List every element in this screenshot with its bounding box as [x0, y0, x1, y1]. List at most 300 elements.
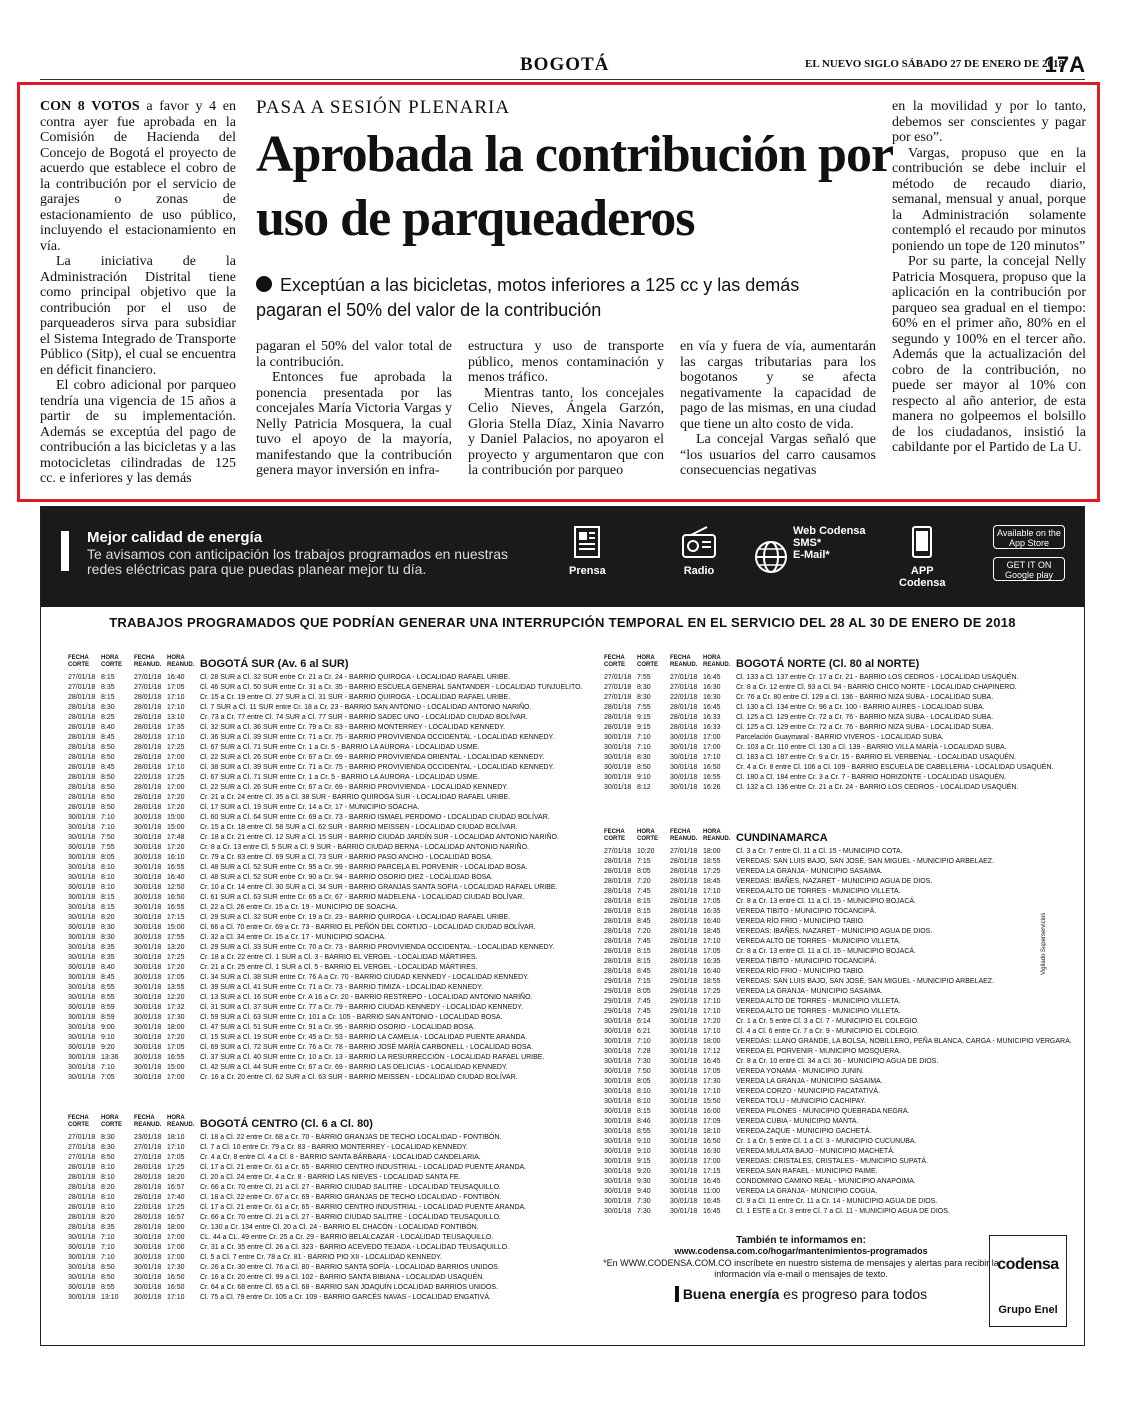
- table-row: [68, 683, 583, 693]
- location-cell: Cr. 8 a Cr. 13 entre Cl. 11 a Cl. 15 - MUNICIPIO BOJACÁ.: [736, 948, 916, 955]
- table-cell: 22/01/18: [670, 694, 698, 701]
- table-cell: 8:50: [101, 1154, 115, 1161]
- channel-web: [753, 525, 866, 561]
- table-cell: 30/01/18: [670, 1118, 698, 1125]
- table-cell: 16:50: [167, 1274, 185, 1281]
- location-cell: Cl. 29 SUR a Cl. 32 SUR entre Cr. 19 a Cr. 23 - BARRIO QUIROGA - LOCALIDAD RAFAEL URIBE.: [200, 914, 511, 921]
- table-cell: 30/01/18: [68, 934, 96, 941]
- footer-note: *En WWW.CODENSA.COM.CO inscríbete en nuestro sistema de mensajes y alertas para recibir la información vía e-mail o mensajes de texto.: [603, 1258, 999, 1279]
- table-cell: 17:09: [703, 1118, 721, 1125]
- table-cell: 28/01/18: [134, 1184, 162, 1191]
- table-cell: 17:20: [167, 1034, 185, 1041]
- location-cell: VEREDA LA GRANJA - MUNICIPIO SASAIMA.: [736, 868, 883, 875]
- table-cell: 30/01/18: [134, 974, 162, 981]
- table-cell: 28/01/18: [68, 804, 96, 811]
- table-row: [604, 763, 1074, 773]
- table-cell: 18:00: [703, 1038, 721, 1045]
- slogan-rest: es progreso para todos: [779, 1286, 928, 1302]
- table-cell: 16:40: [167, 874, 185, 881]
- table-cell: 16:40: [703, 918, 721, 925]
- column-header: FECHA CORTE: [604, 829, 625, 842]
- location-cell: VEREDA PILONES - MUNICIPIO QUEBRADA NEGRA.: [736, 1108, 910, 1115]
- table-cell: 8:45: [637, 968, 651, 975]
- table-cell: 7:10: [101, 824, 115, 831]
- column-header: FECHA REANUD.: [134, 1115, 162, 1128]
- table-cell: 8:50: [101, 754, 115, 761]
- table-cell: 8:10: [637, 1088, 651, 1095]
- table-cell: 30/01/18: [68, 834, 96, 841]
- table-row: [604, 1057, 984, 1067]
- table-cell: 12:20: [167, 994, 185, 1001]
- table-cell: 30/01/18: [670, 1108, 698, 1115]
- table-cell: 28/01/18: [670, 928, 698, 935]
- table-cell: 27/01/18: [134, 1154, 162, 1161]
- table-cell: 8:55: [101, 984, 115, 991]
- table-row: [68, 923, 568, 933]
- table-cell: 27/01/18: [68, 1154, 96, 1161]
- table-cell: 8:12: [637, 784, 651, 791]
- table-cell: 8:35: [101, 1224, 115, 1231]
- article-paragraph: Mientras tanto, los concejales Celio Nieves, Ángela Garzón, Gloria Stella Díaz, Xinia Navarro y Daniel Palacios, no apoyaron el proyecto y argumentaron que con la contribución por parqueo: [468, 385, 664, 478]
- table-row: [604, 1087, 984, 1097]
- table-cell: 9:10: [101, 1034, 115, 1041]
- table-cell: 9:00: [101, 1024, 115, 1031]
- table-cell: 16:50: [703, 764, 721, 771]
- table-cell: 28/01/18: [604, 968, 632, 975]
- table-cell: 17:30: [703, 1078, 721, 1085]
- table-cell: 12:50: [167, 884, 185, 891]
- table-cell: 30/01/18: [604, 1038, 632, 1045]
- table-cell: 8:15: [101, 904, 115, 911]
- table-row: [68, 1153, 568, 1163]
- table-row: [68, 833, 568, 843]
- location-cell: Cl. 32 a Cl. 34 entre Cr. 15 a Cr. 17 - MUNICIPIO SOACHA.: [200, 934, 386, 941]
- table-cell: 17:25: [167, 774, 185, 781]
- table-cell: 30/01/18: [68, 1284, 96, 1291]
- table-row: [68, 1213, 568, 1223]
- location-cell: Cl. 4 a Cl. 6 entre Cr. 7 a Cr. 9 - MUNICIPIO EL COLEGIO.: [736, 1028, 919, 1035]
- article-paragraph: Entonces fue aprobada la ponencia presentada por las concejales María Victoria Vargas y Nelly Patricia Mosquera, la cual tuvo el apoyo de la mayoría, manifestando que la contribución genera mayor inversión en infra-: [256, 370, 452, 478]
- table-cell: 17:48: [167, 834, 185, 841]
- location-cell: Cl. 69 SUR a Cl. 72 SUR entre Cr. 76 a Cr. 78 - BARRIO JOSÉ MARÍA CARBONELL - LOCALIDAD BOSA.: [200, 1044, 534, 1051]
- deck-text: Exceptúan a las bicicletas, motos inferiores a 125 cc y las demás pagaran el 50% del valor de la contribución: [256, 275, 800, 320]
- table-row: [68, 1183, 568, 1193]
- table-row: [604, 907, 984, 917]
- table-cell: 17:10: [703, 754, 721, 761]
- table-row: [68, 933, 568, 943]
- table-cell: 28/01/18: [604, 938, 632, 945]
- location-cell: Cr. 8 a Cr. 12 entre Cl. 93 a Cl. 94 - BARRIO CHICO NORTE - LOCALIDAD CHAPINERO.: [736, 684, 1017, 691]
- location-cell: VEREDA ALTO DE TORRES - MUNICIPIO VILLETA.: [736, 938, 901, 945]
- article-col-4: [680, 339, 876, 479]
- table-cell: 8:45: [101, 974, 115, 981]
- table-cell: 15:00: [167, 924, 185, 931]
- table-cell: 30/01/18: [68, 1074, 96, 1081]
- table-cell: 28/01/18: [134, 754, 162, 761]
- table-cell: 23/01/18: [134, 1134, 162, 1141]
- table-cell: 28/01/18: [134, 704, 162, 711]
- table-cell: 30/01/18: [134, 1024, 162, 1031]
- column-header: HORA REANUD.: [703, 829, 731, 842]
- article-paragraph: [40, 99, 236, 254]
- table-cell: 30/01/18: [604, 784, 632, 791]
- article-paragraph: La iniciativa de la Administración Distrital tiene como principal objetivo que la contribución por el uso de parqueaderos sirva para subsidiar el Sistema Integrado de Transporte Público (Sitp), el cual se encuentra en déficit financiero.: [40, 254, 236, 378]
- table-cell: 7:30: [637, 1058, 651, 1065]
- table-cell: 17:20: [703, 1018, 721, 1025]
- table-cell: 28/01/18: [134, 804, 162, 811]
- table-row: [68, 993, 568, 1003]
- table-row: [68, 803, 568, 813]
- location-cell: Cl. 59 SUR a Cl. 63 SUR entre Cr. 101 a Cr. 105 - BARRIO SAN ANTONIO - LOCALIDAD BOSA.: [200, 1014, 503, 1021]
- location-cell: Cl. 29 SUR a Cl. 33 SUR entre Cr. 70 a Cr. 73 - BARRIO PROVIVIENDA OCCIDENTAL - LOCALIDAD KENNEDY.: [200, 944, 555, 951]
- location-cell: Cl. 3 a Cr. 7 entre Cl. 11 a Cl. 15 - MUNICIPIO COTA.: [736, 848, 903, 855]
- table-cell: 8:15: [101, 694, 115, 701]
- table-cell: 16:33: [703, 714, 721, 721]
- table-row: [604, 1067, 984, 1077]
- location-cell: VEREDA ZAQUE - MUNICIPIO GACHETÁ.: [736, 1128, 872, 1135]
- table-row: [68, 953, 568, 963]
- banner-bar: [61, 531, 69, 571]
- table-cell: 28/01/18: [134, 744, 162, 751]
- table-cell: 17:30: [167, 1014, 185, 1021]
- table-cell: 7:10: [637, 734, 651, 741]
- table-cell: 30/01/18: [604, 1198, 632, 1205]
- table-cell: 17:20: [167, 804, 185, 811]
- table-cell: 16:26: [703, 784, 721, 791]
- table-cell: 28/01/18: [68, 774, 96, 781]
- location-cell: Cl. 22 SUR a Cl. 26 SUR entre Cr. 67 a Cr. 69 - BARRIO PROVIVIENDA ORIENTAL - LOCALIDAD KENNEDY.: [200, 754, 545, 761]
- zone-title: CUNDINAMARCA: [736, 832, 828, 844]
- table-cell: 7:55: [637, 704, 651, 711]
- deck: [256, 273, 866, 323]
- table-cell: 30/01/18: [134, 844, 162, 851]
- table-cell: 30/01/18: [670, 784, 698, 791]
- table-row: [68, 903, 568, 913]
- table-cell: 7:55: [101, 844, 115, 851]
- table-cell: 30/01/18: [670, 1098, 698, 1105]
- table-cell: 30/01/18: [134, 1254, 162, 1261]
- table-cell: 9:20: [637, 1168, 651, 1175]
- table-cell: 8:50: [101, 1274, 115, 1281]
- table-row: [68, 823, 568, 833]
- table-row: [68, 1053, 568, 1063]
- table-cell: 30/01/18: [134, 1044, 162, 1051]
- table-cell: 28/01/18: [68, 1194, 96, 1201]
- table-cell: 30/01/18: [604, 1188, 632, 1195]
- table-cell: 17:00: [167, 1074, 185, 1081]
- logo-group: Grupo Enel: [998, 1304, 1058, 1316]
- table-cell: 30/01/18: [134, 874, 162, 881]
- table-cell: 29/01/18: [604, 998, 632, 1005]
- table-cell: 8:10: [101, 884, 115, 891]
- table-cell: 28/01/18: [604, 918, 632, 925]
- table-cell: 27/01/18: [670, 674, 698, 681]
- location-cell: Cl. 13 SUR a Cl. 16 SUR entre Cr. A 16 a Cr. 20 - BARRIO RESTREPO - LOCALIDAD ANTONIO NARIÑO.: [200, 994, 533, 1001]
- location-cell: VEREDAS: SAN LUIS BAJO, SAN JOSÉ, SAN MIGUEL - MUNICIPIO ARBELAEZ.: [736, 978, 995, 985]
- article-paragraph: en vía y fuera de vía, aumentarán las cargas tributarias para los bogotanos y se afecta negativamente la capacidad de pago de las mismas, en una ciudad que tiene un alto costo de vida.: [680, 339, 876, 432]
- codensa-ad: [40, 506, 1085, 1346]
- table-cell: 28/01/18: [604, 948, 632, 955]
- table-row: [604, 773, 1074, 783]
- table-cell: 18:45: [703, 878, 721, 885]
- table-cell: 30/01/18: [134, 1234, 162, 1241]
- location-cell: Cl. 18 a Cl. 22 entre Cr. 67 a Cr. 69 - BARRIO GRANJAS DE TECHO LOCALIDAD - FONTIBÓN.: [200, 1194, 502, 1201]
- table-cell: 18:10: [167, 1134, 185, 1141]
- location-cell: VEREDA TOLU - MUNICIPIO CACHIPAY.: [736, 1098, 866, 1105]
- table-cell: 28/01/18: [68, 694, 96, 701]
- app-store-badge[interactable]: Available on the App Store: [993, 525, 1065, 549]
- table-cell: 8:20: [101, 1214, 115, 1221]
- table-cell: 30/01/18: [604, 1018, 632, 1025]
- table-cell: 16:45: [703, 1058, 721, 1065]
- location-cell: Cr. 66 a Cr. 70 entre Cl. 21 a Cl. 27 - BARRIO CIUDAD SALITRE - LOCALIDAD TEUSAQUILLO.: [200, 1214, 501, 1221]
- table-cell: 13:10: [101, 1294, 119, 1301]
- location-cell: Cr. 64 a Cr. 68 entre Cl. 65 a Cl. 68 - BARRIO SAN JOAQUÍN LOCALIDAD BARRIOS UNIDOS.: [200, 1284, 498, 1291]
- location-cell: Cl. 130 a Cl. 134 entre Cr. 96 a Cr. 100 - BARRIO AURES - LOCALIDAD SUBA.: [736, 704, 985, 711]
- table-row: [604, 1037, 1072, 1047]
- table-cell: 27/01/18: [134, 684, 162, 691]
- table-row: [604, 1197, 984, 1207]
- table-row: [604, 733, 1074, 743]
- table-cell: 8:50: [101, 804, 115, 811]
- location-cell: Cl. 7 a Cl. 10 entre Cr. 79 a Cr. 83 - BARRIO MONTERREY - LOCALIDAD KENNEDY.: [200, 1144, 468, 1151]
- table-cell: 28/01/18: [134, 1214, 162, 1221]
- schedule-table-norte: [604, 647, 1074, 793]
- location-cell: Cl. 17 a Cl. 21 entre Cr. 61 a Cr. 65 - BARRIO CENTRO INDUSTRIAL - LOCALIDAD PUENTE ARANDA.: [200, 1164, 527, 1171]
- table-row: [68, 1253, 568, 1263]
- table-cell: 29/01/18: [604, 988, 632, 995]
- table-cell: 28/01/18: [134, 694, 162, 701]
- table-cell: 28/01/18: [604, 958, 632, 965]
- table-cell: 30/01/18: [134, 1054, 162, 1061]
- table-cell: 27/01/18: [68, 1134, 96, 1141]
- table-cell: 29/01/18: [670, 978, 698, 985]
- table-cell: 17:25: [703, 988, 721, 995]
- table-cell: 30/01/18: [68, 904, 96, 911]
- table-cell: 30/01/18: [134, 914, 162, 921]
- table-row: [604, 673, 1074, 683]
- table-cell: 17:25: [167, 1204, 185, 1211]
- table-row: [604, 857, 995, 867]
- table-cell: 8:20: [101, 1184, 115, 1191]
- table-cell: 9:30: [637, 1178, 651, 1185]
- table-cell: 28/01/18: [670, 724, 698, 731]
- table-cell: 30/01/18: [134, 1074, 162, 1081]
- location-cell: VEREDA EL PORVENIR - MUNICIPIO MOSQUERA.: [736, 1048, 901, 1055]
- table-cell: 7:45: [637, 998, 651, 1005]
- table-cell: 16:33: [703, 724, 721, 731]
- table-cell: 30/01/18: [670, 1188, 698, 1195]
- location-cell: Cr. 8 a Cr. 10 entre Cl. 34 a Cl. 36 - MUNICIPIO AGUA DE DIOS.: [736, 1058, 939, 1065]
- table-cell: 28/01/18: [134, 794, 162, 801]
- table-cell: 30/01/18: [670, 1148, 698, 1155]
- table-cell: 17:10: [703, 888, 721, 895]
- table-row: [604, 917, 984, 927]
- table-cell: 28/01/18: [670, 714, 698, 721]
- table-cell: 30/01/18: [68, 1034, 96, 1041]
- column-header: HORA CORTE: [637, 829, 658, 842]
- globe-icon: [753, 539, 789, 575]
- table-cell: 17:12: [703, 1048, 721, 1055]
- location-cell: Cl. 38 SUR a Cl. 39 SUR entre Cr. 71 a Cr. 75 - BARRIO PROVIVIENDA OCCIDENTAL - LOCALIDAD KENNEDY.: [200, 764, 555, 771]
- table-cell: 30/01/18: [134, 1284, 162, 1291]
- table-cell: 16:50: [167, 1284, 185, 1291]
- table-cell: 8:10: [101, 1194, 115, 1201]
- table-cell: 18:45: [703, 928, 721, 935]
- location-cell: Cl. 36 SUR a Cl. 39 SUR entre Cr. 71 a Cr. 75 - BARRIO PROVIVIENDA OCCIDENTAL - LOCALIDAD KENNEDY.: [200, 734, 555, 741]
- table-row: [68, 1173, 568, 1183]
- table-row: [68, 703, 568, 713]
- column-header: HORA REANUD.: [167, 1115, 195, 1128]
- table-cell: 29/01/18: [670, 988, 698, 995]
- schedule-title: TRABAJOS PROGRAMADOS QUE PODRÍAN GENERAR UNA INTERRUPCIÓN TEMPORAL EN EL SERVICIO DEL 28 AL 30 DE ENERO DE 2018: [109, 615, 1016, 630]
- table-cell: 17:10: [703, 938, 721, 945]
- table-row: [68, 1203, 568, 1213]
- table-cell: 18:00: [167, 1224, 185, 1231]
- table-cell: 28/01/18: [604, 888, 632, 895]
- table-cell: 30/01/18: [670, 754, 698, 761]
- location-cell: CL. 44 a CL. 49 entre Cr. 25 a Cr. 29 - BARRIO BELALCAZAR - LOCALIDAD TEUSAQUILLO.: [200, 1234, 494, 1241]
- table-cell: 28/01/18: [134, 1194, 162, 1201]
- channel-label: Web Codensa: [793, 525, 866, 537]
- channel-prensa: [569, 525, 606, 577]
- location-cell: Cl. 22 a Cl. 26 entre Cr. 15 a Cr. 19 - MUNICIPIO DE SOACHA.: [200, 904, 398, 911]
- location-cell: Cl. 66 a Cl. 70 entre Cr. 69 a Cr. 73 - BARRIO EL PEÑÓN DEL CORTIJO - LOCALIDAD CIUDAD BOLÍVAR.: [200, 924, 536, 931]
- table-cell: 8:40: [101, 964, 115, 971]
- table-cell: 28/01/18: [604, 858, 632, 865]
- table-cell: 27/01/18: [134, 1144, 162, 1151]
- table-row: [68, 1283, 568, 1293]
- table-cell: 30/01/18: [68, 824, 96, 831]
- table-row: [604, 1107, 984, 1117]
- table-cell: 16:55: [167, 904, 185, 911]
- table-cell: 30/01/18: [670, 1178, 698, 1185]
- location-cell: Cr. 4 a Cr. 8 entre Cl. 106 a Cl. 109 - BARRIO ESCUELA DE CABELLERIA - LOCALIDAD USAQUÉN.: [736, 764, 1054, 771]
- location-cell: Cr. 130 a Cr. 134 entre Cl. 20 a Cl. 24 - BARRIO EL CHACÓN - LOCALIDAD FONTIBÓN.: [200, 1224, 479, 1231]
- location-cell: Cl. 20 a Cl. 24 entre Cr. 4 a Cr. 8 - BARRIO LAS NIEVES - LOCALIDAD SANTA FE.: [200, 1174, 461, 1181]
- table-cell: 16:45: [703, 1178, 721, 1185]
- table-cell: 8:50: [101, 784, 115, 791]
- table-cell: 30/01/18: [604, 744, 632, 751]
- location-cell: VEREDA CORZO - MUNICIPIO FACATATIVÁ.: [736, 1088, 880, 1095]
- table-cell: 28/01/18: [670, 918, 698, 925]
- table-cell: 16:30: [703, 684, 721, 691]
- schedule-table-sur: [68, 647, 583, 1083]
- channel-label: E-Mail*: [793, 549, 830, 561]
- table-row: [604, 693, 1074, 703]
- column-header: FECHA REANUD.: [670, 829, 698, 842]
- table-cell: 30/01/18: [68, 894, 96, 901]
- location-cell: Cl. 183 a Cl. 187 entre Cr. 9 a Cr. 15 - BARRIO EL VERBENAL - LOCALIDAD USAQUÉN.: [736, 754, 1016, 761]
- article-col-2: [256, 339, 452, 479]
- table-cell: 8:45: [637, 918, 651, 925]
- table-cell: 16:45: [703, 1208, 721, 1215]
- location-cell: Cr. 16 a Cr. 20 entre Cl. 99 a Cl. 102 - BARRIO SANTA BIBIANA - LOCALIDAD USAQUÉN.: [200, 1274, 485, 1281]
- table-cell: 30/01/18: [134, 814, 162, 821]
- location-cell: Cl. 61 SUR a Cl. 63 SUR entre Cr. 65 a Cr. 67 - BARRIO MADELENA - LOCALIDAD CIUDAD BOLÍVAR.: [200, 894, 525, 901]
- table-cell: 7:50: [101, 834, 115, 841]
- table-row: [68, 943, 568, 953]
- location-cell: Cl. 31 SUR a Cl. 37 SUR entre Cr. 77 a Cr. 79 - BARRIO CIUDAD KENNEDY - LOCALIDAD KENNEDY.: [200, 1004, 524, 1011]
- table-cell: 7:30: [637, 1208, 651, 1215]
- table-cell: 16:30: [703, 694, 721, 701]
- table-cell: 17:32: [167, 1004, 185, 1011]
- table-row: [68, 873, 568, 883]
- table-row: [68, 723, 568, 733]
- table-cell: 30/01/18: [604, 1178, 632, 1185]
- table-cell: 30/01/18: [68, 1234, 96, 1241]
- table-cell: 9:10: [637, 1138, 651, 1145]
- table-cell: 17:25: [703, 868, 721, 875]
- table-row: [68, 893, 568, 903]
- table-cell: 17:10: [703, 1008, 721, 1015]
- table-row: [68, 863, 568, 873]
- table-row: [604, 957, 984, 967]
- table-cell: 17:05: [703, 948, 721, 955]
- table-cell: 8:35: [101, 954, 115, 961]
- table-cell: 7:45: [637, 888, 651, 895]
- table-cell: 28/01/18: [68, 744, 96, 751]
- table-cell: 17:00: [703, 744, 721, 751]
- table-cell: 17:10: [167, 734, 185, 741]
- table-cell: 28/01/18: [670, 878, 698, 885]
- table-cell: 30/01/18: [134, 854, 162, 861]
- table-cell: 16:50: [703, 1138, 721, 1145]
- google-play-badge[interactable]: GET IT ON Google play: [993, 557, 1065, 581]
- footer-link[interactable]: www.codensa.com.co/hogar/mantenimientos-programados: [674, 1246, 928, 1256]
- table-cell: 17:05: [703, 1068, 721, 1075]
- table-cell: 30/01/18: [134, 894, 162, 901]
- table-row: [604, 1047, 984, 1057]
- table-cell: 7:15: [637, 858, 651, 865]
- location-cell: Cl. 28 SUR a Cl. 32 SUR entre Cr. 21 a Cr. 24 - BARRIO QUIROGA - LOCALIDAD RAFAEL URIBE.: [200, 674, 511, 681]
- table-cell: 28/01/18: [670, 948, 698, 955]
- table-cell: 30/01/18: [68, 1024, 96, 1031]
- table-cell: 30/01/18: [68, 1004, 96, 1011]
- zone-title: BOGOTÁ SUR (Av. 6 al SUR): [200, 658, 349, 670]
- table-cell: 27/01/18: [670, 684, 698, 691]
- table-row: [604, 1157, 984, 1167]
- table-row: [604, 1027, 984, 1037]
- headline: Aprobada la contribución por uso de parqueaderos: [256, 126, 893, 247]
- channel-app: [899, 525, 945, 589]
- table-cell: 15:00: [167, 814, 185, 821]
- table-row: [604, 1207, 984, 1217]
- table-cell: 30/01/18: [134, 1264, 162, 1271]
- table-cell: 9:15: [637, 1158, 651, 1165]
- table-cell: 30/01/18: [604, 774, 632, 781]
- table-cell: 30/01/18: [604, 1208, 632, 1215]
- table-cell: 30/01/18: [68, 1264, 96, 1271]
- table-row: [68, 1043, 568, 1053]
- table-row: [604, 927, 984, 937]
- location-cell: Cr. 31 a Cr. 35 entre Cl. 26 a Cl. 323 - BARRIO ACEVEDO TEJADA - LOCALIDAD TEUSAQUILLO.: [200, 1244, 510, 1251]
- table-cell: 30/01/18: [604, 1158, 632, 1165]
- table-cell: 28/01/18: [68, 734, 96, 741]
- newspaper-icon: [572, 525, 602, 559]
- table-cell: 28/01/18: [604, 928, 632, 935]
- table-cell: 28/01/18: [68, 784, 96, 791]
- table-cell: 17:15: [167, 914, 185, 921]
- table-cell: 28/01/18: [134, 784, 162, 791]
- table-cell: 30/01/18: [604, 1148, 632, 1155]
- table-cell: 28/01/18: [670, 898, 698, 905]
- table-header: [604, 821, 984, 843]
- table-row: [68, 763, 568, 773]
- table-cell: 30/01/18: [670, 1088, 698, 1095]
- location-cell: Cr. 8 a Cr. 13 entre Cl. 5 SUR a Cl. 9 SUR - BARRIO CIUDAD BERNA - LOCALIDAD ANTONIO NARIÑO.: [200, 844, 529, 851]
- table-row: [68, 1223, 568, 1233]
